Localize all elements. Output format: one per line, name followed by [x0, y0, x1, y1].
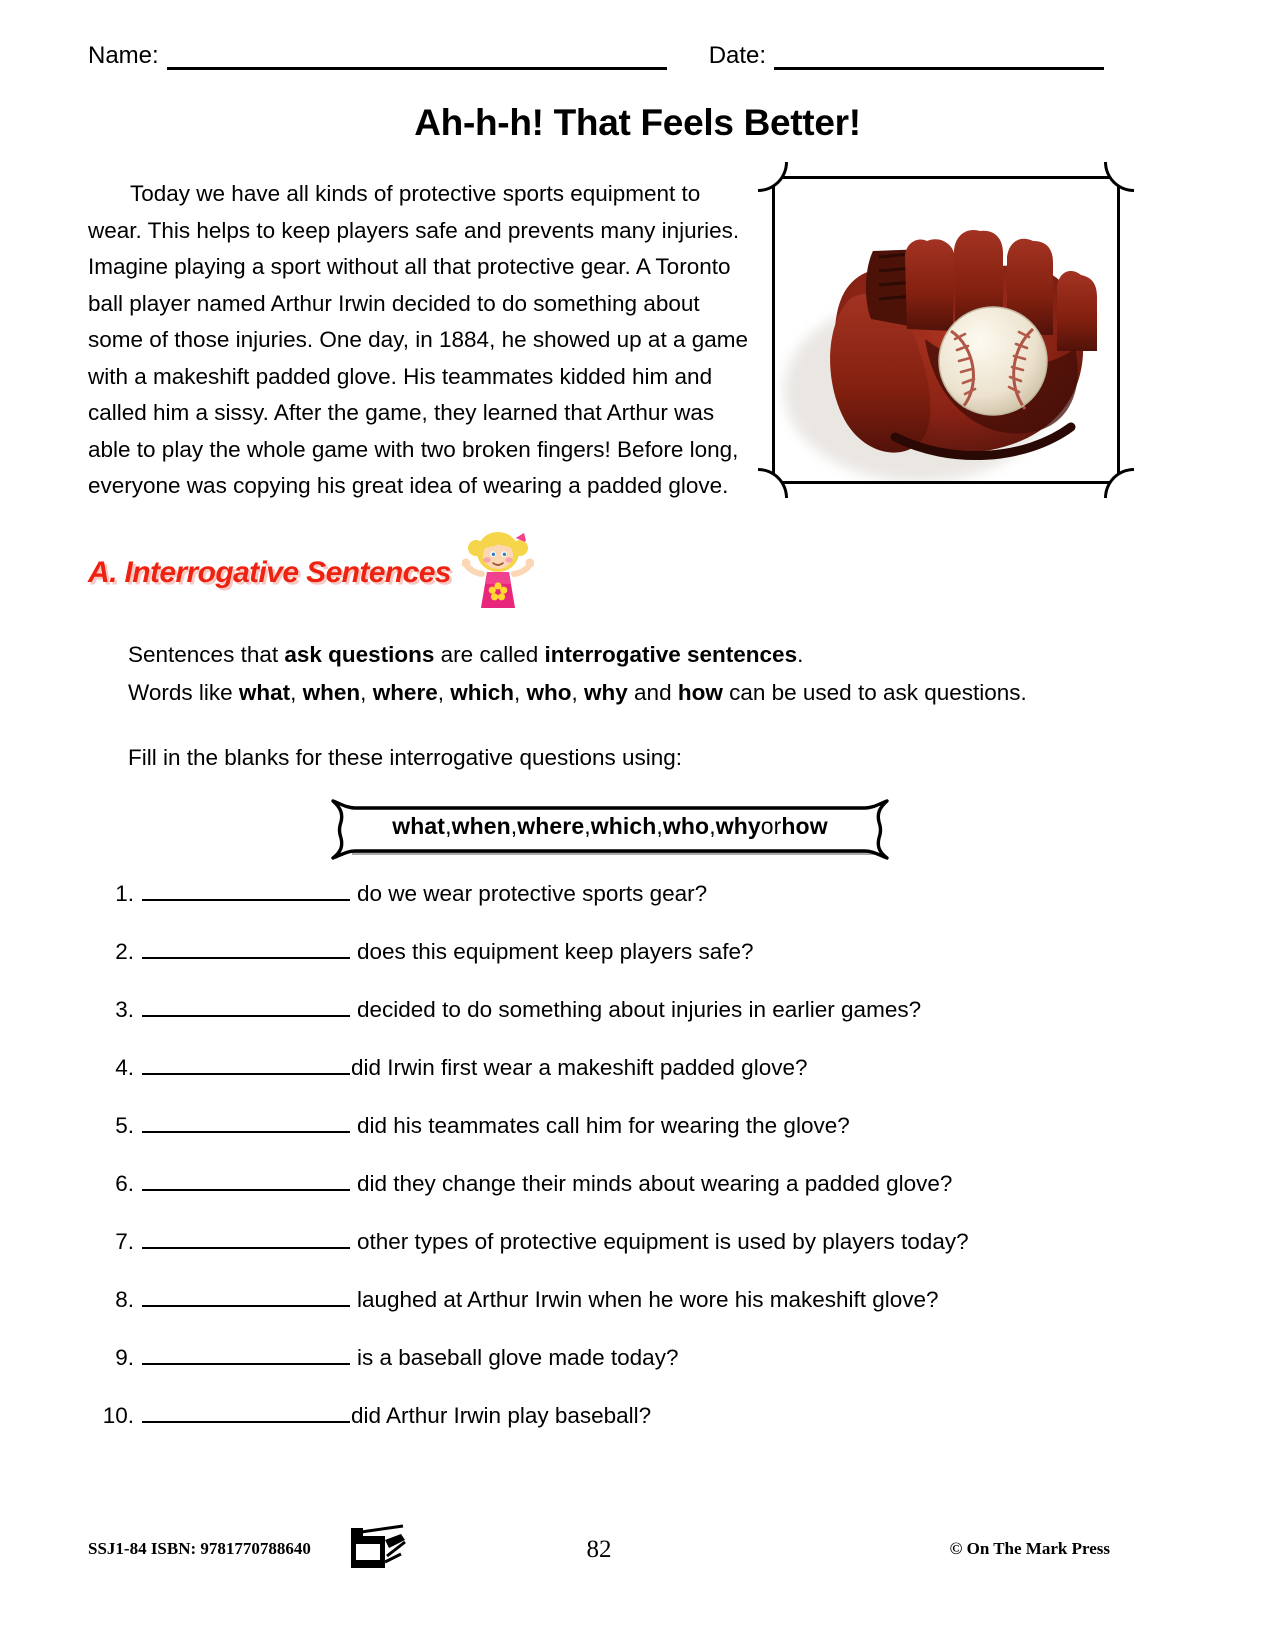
footer-page-number: 82 [586, 1536, 612, 1563]
answer-blank[interactable] [142, 1344, 350, 1365]
footer-copyright: © On The Mark Press [949, 1539, 1110, 1558]
answer-blank[interactable] [142, 996, 350, 1017]
question-text: did Irwin first wear a makeshift padded glove? [351, 1055, 808, 1080]
answer-blank[interactable] [142, 1112, 350, 1133]
rule1-bold1: ask questions [284, 642, 435, 667]
rule2-bold-who: who [526, 680, 572, 705]
question-text: other types of protective equipment is used by players today? [357, 1229, 969, 1254]
rule2-part2: can be used to ask questions. [722, 680, 1027, 705]
answer-blank[interactable] [142, 1054, 350, 1075]
wb-sep3: , [584, 812, 591, 839]
wb-sep2: , [510, 812, 518, 839]
question-row-1 [100, 880, 1180, 938]
question-text: did they change their minds about wearing a padded glove? [357, 1171, 953, 1196]
question-text: did his teammates call him for wearing the glove? [357, 1113, 850, 1138]
wb-sep5: , [709, 812, 716, 839]
name-input-line[interactable] [167, 48, 667, 70]
question-text: laughed at Arthur Irwin when he wore his makeshift glove? [357, 1287, 939, 1312]
rule2-sep4: , [514, 680, 527, 705]
name-date-row [88, 42, 1110, 70]
question-number: 4. [115, 1055, 134, 1080]
rule-line-2 [128, 674, 1108, 712]
rule2-bold-when: when [302, 680, 361, 705]
question-number: 6. [115, 1171, 134, 1196]
question-number: 1. [115, 881, 134, 906]
wb-which: which [590, 812, 657, 839]
rule2-bold-which: which [450, 680, 514, 705]
question-row-6 [100, 1170, 1180, 1228]
question-number: 3. [115, 997, 134, 1022]
glove-photo [775, 179, 1117, 481]
answer-blank[interactable] [142, 1286, 350, 1307]
question-row-10 [100, 1402, 1180, 1460]
question-text: does this equipment keep players safe? [357, 939, 754, 964]
answer-blank[interactable] [142, 1402, 350, 1423]
wb-sep4: , [656, 812, 663, 839]
question-row-8 [100, 1286, 1180, 1344]
rule2-bold-why: why [584, 680, 628, 705]
wb-where: where [517, 812, 585, 839]
glove-photo-frame [772, 176, 1120, 484]
rule-text-block [128, 636, 1108, 712]
section-a-heading: A. Interrogative Sentences [88, 556, 451, 589]
word-bank-banner [325, 798, 895, 860]
rule1-bold2: interrogative sentences [544, 642, 798, 667]
question-number: 9. [115, 1345, 134, 1370]
date-label: Date: [708, 42, 767, 69]
answer-blank[interactable] [142, 1228, 350, 1249]
intro-paragraph: Today we have all kinds of protective sports equipment to wear. This helps to keep players safe and prevents many injuries. Imagine playing a sport without all that protective gear. A Toronto ball player named Arthur Irwin decided to do something about some of those injuries. One day, in 1884, he showed up at a game with a makeshift padded glove. His teammates kidded him and called him a sissy. After the game, they learned that Arthur was able to play the whole game with two broken fingers! Before long, everyone was copying his great idea of wearing a padded glove. [88, 181, 748, 498]
wb-sep6: or [760, 812, 782, 839]
question-row-9 [100, 1344, 1180, 1402]
question-row-2 [100, 938, 1180, 996]
rule2-sep2: , [360, 680, 373, 705]
wb-who: who [662, 812, 710, 839]
word-bank-text [325, 798, 895, 854]
fill-in-instructions: Fill in the blanks for these interrogative questions using: [128, 745, 683, 770]
wb-when: when [451, 812, 511, 839]
question-number: 5. [115, 1113, 134, 1138]
question-text: did Arthur Irwin play baseball? [351, 1403, 652, 1428]
rule2-bold-what: what [238, 680, 291, 705]
rule2-sep5: , [571, 680, 585, 705]
date-input-line[interactable] [774, 48, 1104, 70]
rule2-sep1: , [290, 680, 303, 705]
answer-blank[interactable] [142, 938, 350, 959]
rule2-bold-where: where [372, 680, 438, 705]
question-row-4 [100, 1054, 1180, 1112]
rule2-sep6: and [627, 680, 678, 705]
rule1-part2: are called [434, 642, 545, 667]
rule1-part3: . [797, 642, 804, 667]
questions-list [100, 880, 1180, 1460]
page-footer [88, 1536, 1110, 1576]
question-number: 10. [102, 1403, 134, 1428]
question-text: do we wear protective sports gear? [357, 881, 708, 906]
footer-isbn: SSJ1-84 ISBN: 9781770788640 [88, 1539, 311, 1558]
baseball-glove-icon [775, 179, 1117, 481]
answer-blank[interactable] [142, 880, 350, 901]
question-text: is a baseball glove made today? [357, 1345, 679, 1370]
question-text: decided to do something about injuries in earlier games? [357, 997, 922, 1022]
wb-why: why [715, 812, 761, 839]
rule1-part1: Sentences that [128, 642, 285, 667]
question-row-5 [100, 1112, 1180, 1170]
rule2-sep3: , [437, 680, 451, 705]
name-label: Name: [88, 42, 159, 69]
wb-what: what [392, 812, 446, 839]
question-number: 8. [115, 1287, 134, 1312]
rule2-part1: Words like [128, 680, 239, 705]
wb-sep1: , [445, 812, 452, 839]
answer-blank[interactable] [142, 1170, 350, 1191]
rule-line-1 [128, 636, 1108, 674]
question-number: 7. [115, 1229, 134, 1254]
rule2-bold-how: how [677, 680, 723, 705]
cartoon-girl-icon [462, 528, 534, 614]
page-title: Ah-h-h! That Feels Better! [414, 102, 861, 143]
question-row-3 [100, 996, 1180, 1054]
wb-how: how [781, 812, 828, 839]
question-number: 2. [115, 939, 134, 964]
question-row-7 [100, 1228, 1180, 1286]
